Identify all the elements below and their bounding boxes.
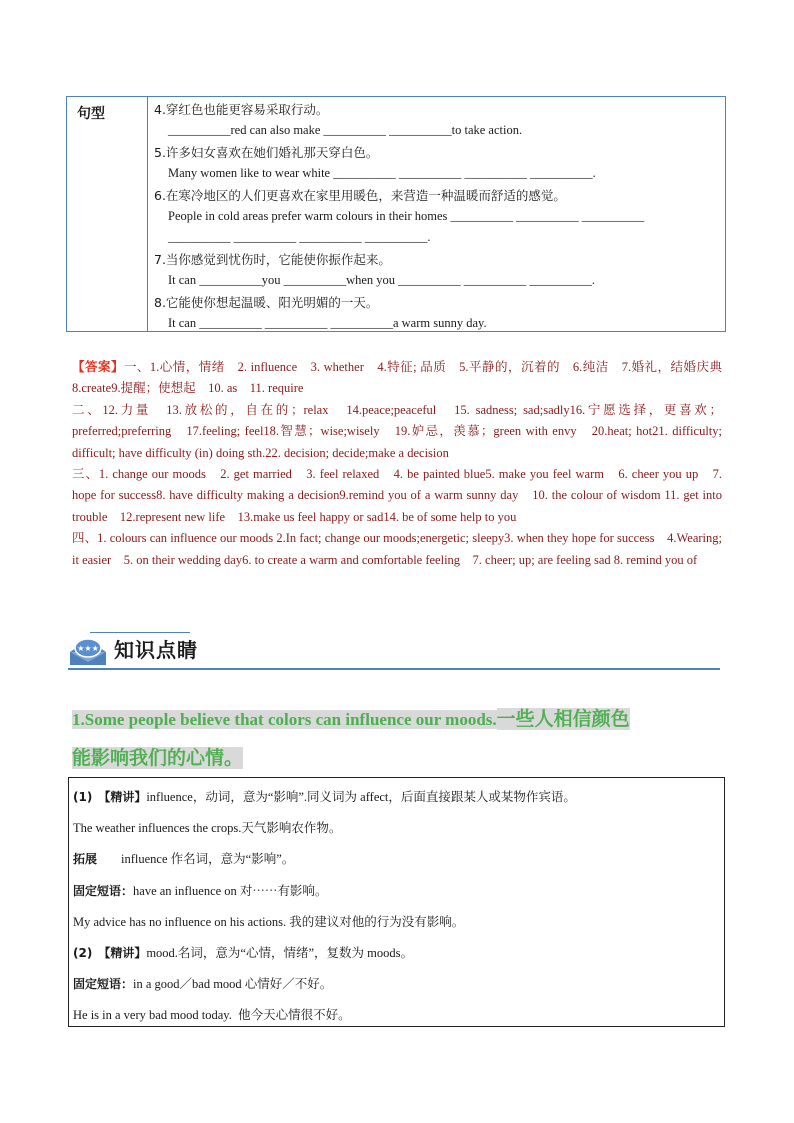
answer-block	[72, 356, 735, 571]
explanation-line	[73, 782, 720, 813]
table-label: 句型	[67, 97, 148, 331]
pattern-en: It can __________you __________when you __________ __________ __________.	[168, 273, 596, 288]
pattern-en: Many women like to wear white __________ __________ __________ __________.	[168, 166, 596, 181]
line-text: The weather influences the crops.天气影响农作物。	[73, 821, 342, 836]
line-text: He is in a very bad mood today. 他今天心情很不好。	[73, 1008, 351, 1023]
line-prefix: 固定短语：	[73, 883, 134, 898]
explanation-line	[73, 844, 720, 875]
line-text: have an influence on 对⋯⋯有影响。	[133, 883, 328, 898]
line-prefix: 拓展	[73, 852, 122, 867]
pattern-en-continued: __________ __________ __________ __________.	[168, 230, 431, 245]
line-prefix: (2) 【精讲】	[73, 946, 147, 961]
section-title: 知识点睛	[114, 638, 198, 662]
answer-paragraph: 一、1.心情，情绪 2. influence 3. whether 4.特征; 品质 5.平静的，沉着的 6.纯洁 7.婚礼，结婚庆典 8.create9.提醒；使想起 10. as 11. require	[72, 360, 735, 396]
explanation-line	[73, 969, 720, 1000]
answer-paragraph: 四、1. colours can influence our moods 2.In fact; change our moods;energetic; sleepy3. when they hope for success 4.Wearing; it easier 5. on their wedding day6. to create a warm and comfortable feeling 7. cheer; up; are feeling sad 8. remind you of	[72, 531, 722, 567]
explanation-line	[73, 813, 720, 844]
key-point-en: 1.Some people believe that colors can influence our moods.	[72, 710, 497, 729]
explanation-line	[73, 876, 720, 907]
line-prefix: (1) 【精讲】	[73, 790, 147, 804]
pattern-cn: 8.它能使你想起温暖、阳光明媚的一天。	[154, 294, 379, 310]
header-rule	[68, 668, 720, 670]
pattern-cn: 6.在寒冷地区的人们更喜欢在家里用暖色，来营造一种温暖而舒适的感觉。	[154, 187, 566, 203]
answer-paragraph: 三、1. change our moods 2. get married 3. feel relaxed 4. be painted blue5. make you feel warm 6. cheer you up 7. hope for success8. have difficulty making a decision9.remind you of a warm sunny day 10. the colour of wisdom 11. get into trouble 12.represent new life 13.make us feel happy or sad14. be of some help to you	[72, 467, 722, 524]
answer-tag: 【答案】	[72, 359, 124, 374]
section-header	[68, 624, 720, 670]
explanation-line	[73, 938, 720, 969]
answer-paragraph: 二、12.力量 13.放松的，自在的；relax 14.peace;peaceful 15. sadness; sad;sadly16.宁愿选择，更喜欢；preferred;preferring 17.feeling; feel18.智慧；wise;wisely 19.妒忌，羡慕；green with envy 20.heat; hot21. difficulty; difficult; have difficulty (in) doing sth.22. decision; decide;make a decision	[72, 402, 722, 460]
line-text: influence，动词，意为“影响”.同义词为 affect，后面直接跟某人或某物作宾语。	[146, 790, 576, 804]
line-text: in a good／bad mood 心情好／不好。	[133, 977, 333, 992]
table-body	[148, 97, 725, 331]
explanation-line	[73, 1000, 720, 1031]
key-point-cn-continued: 能影响我们的心情。	[72, 747, 244, 769]
pattern-cn: 7.当你感觉到忧伤时，它能使你振作起来。	[154, 251, 391, 267]
pattern-cn: 5.许多妇女喜欢在她们婚礼那天穿白色。	[154, 144, 379, 160]
pattern-cn: 4.穿红色也能更容易采取行动。	[154, 102, 329, 117]
pattern-en: __________red can also make __________ __________to take action.	[168, 123, 523, 138]
key-point	[72, 700, 722, 778]
line-text: mood.名词，意为“心情，情绪”，复数为 moods。	[146, 946, 413, 961]
line-text: My advice has no influence on his actions. 我的建议对他的行为没有影响。	[73, 914, 465, 929]
pattern-en: People in cold areas prefer warm colours in their homes __________ __________ __________	[168, 209, 645, 224]
svg-text:★★★: ★★★	[77, 644, 99, 653]
line-text: influence 作名词，意为“影响”。	[121, 852, 295, 867]
explanation-box	[68, 777, 725, 1027]
star-badge-icon	[68, 632, 108, 666]
pattern-en: It can __________ __________ __________a warm sunny day.	[168, 316, 487, 331]
line-prefix: 固定短语：	[73, 977, 134, 992]
key-point-cn: 一些人相信颜色	[496, 708, 630, 730]
explanation-line	[73, 907, 720, 938]
sentence-pattern-table	[66, 96, 726, 332]
